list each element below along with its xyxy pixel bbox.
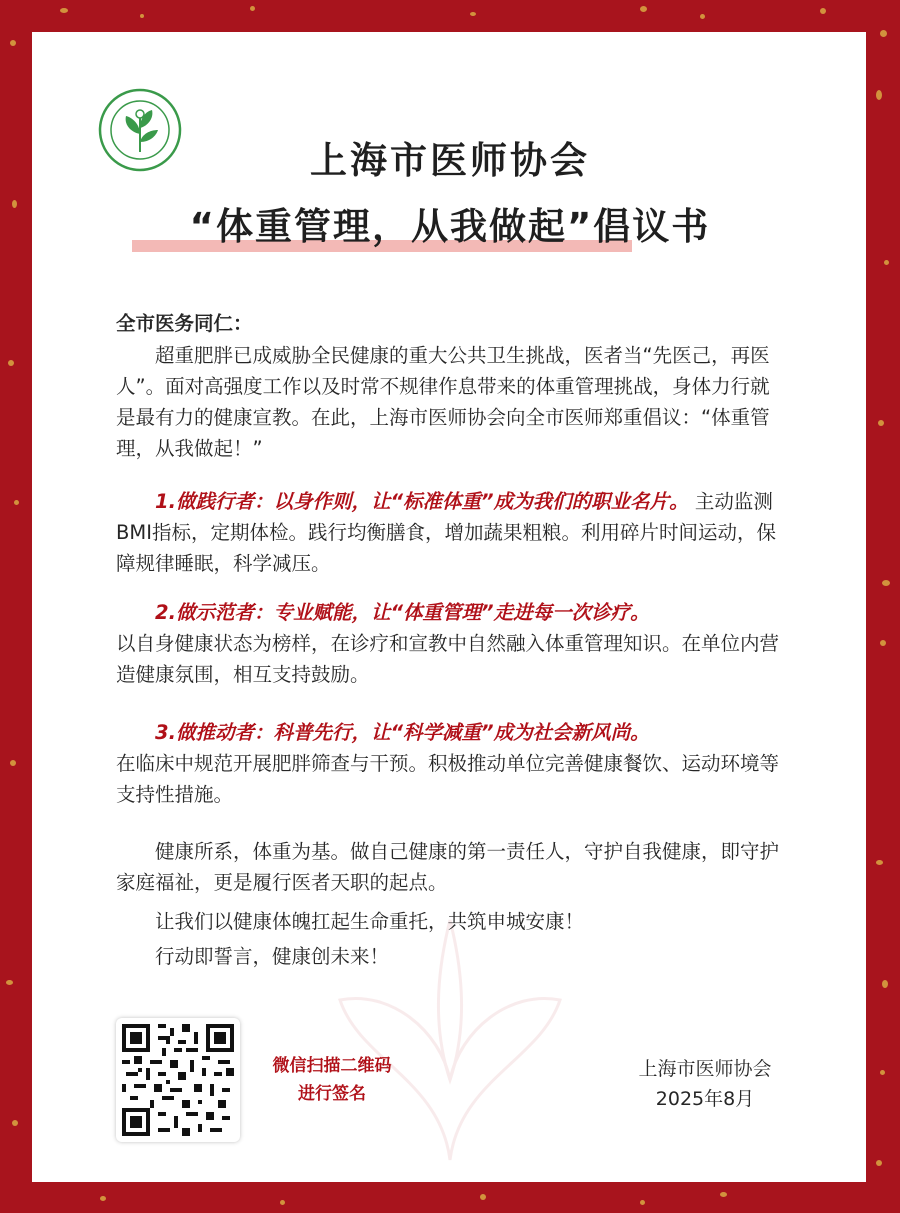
- proposal-section-3: [116, 717, 788, 810]
- section-text: 在临床中规范开展肥胖筛查与干预。积极推动单位完善健康餐饮、运动环境等支持性措施。: [116, 752, 780, 806]
- page-title: 上海市医师协会: [310, 139, 590, 182]
- section-heading: 3.做推动者：科普先行，让“科学减重”成为社会新风尚。: [155, 721, 650, 744]
- closing-paragraph: 健康所系，体重为基。做自己健康的第一责任人，守护自我健康，即守护家庭福祉，更是履行医者天职的起点。: [116, 840, 780, 894]
- signature-block: [600, 1054, 810, 1114]
- wechat-qr-code[interactable]: [116, 1018, 240, 1142]
- page-subtitle: “体重管理，从我做起”倡议书: [189, 205, 711, 248]
- qr-code-icon: [122, 1024, 234, 1136]
- section-heading: 2.做示范者：专业赋能，让“体重管理”走进每一次诊疗。: [155, 601, 650, 624]
- salutation: 全市医务同仁：: [116, 312, 253, 335]
- closing-slogan: 让我们以健康体魄扛起生命重托，共筑申城安康！: [155, 910, 585, 933]
- intro-paragraph: 超重肥胖已成威胁全民健康的重大公共卫生挑战，医者当“先医己，再医人”。面对高强度工作以及时常不规律作息带来的体重管理挑战，身体力行就是最有力的健康宣教。在此，上海市医师协会向全市医师郑重倡议：“体重管理，从我做起！”: [116, 344, 770, 460]
- signature-date: 2025年8月: [655, 1088, 755, 1110]
- qr-caption: [252, 1052, 412, 1108]
- section-text: 主动监测BMI指标，定期体检。践行均衡膳食，增加蔬果粗粮。利用碎片时间运动，保障规律睡眠，科学减压。: [116, 490, 776, 575]
- signature-org: 上海市医师协会: [638, 1058, 772, 1080]
- qr-caption-line2: 进行签名: [298, 1084, 366, 1104]
- section-heading: 1.做践行者：以身作则，让“标准体重”成为我们的职业名片。: [155, 490, 689, 513]
- closing-pledge: 行动即誓言，健康创未来！: [155, 945, 390, 968]
- proposal-section-2: [116, 597, 788, 690]
- proposal-section-1: [116, 486, 788, 579]
- section-text: 以自身健康状态为榜样，在诊疗和宣教中自然融入体重管理知识。在单位内营造健康氛围，相互支持鼓励。: [116, 632, 780, 686]
- qr-caption-line1: 微信扫描二维码: [272, 1056, 392, 1076]
